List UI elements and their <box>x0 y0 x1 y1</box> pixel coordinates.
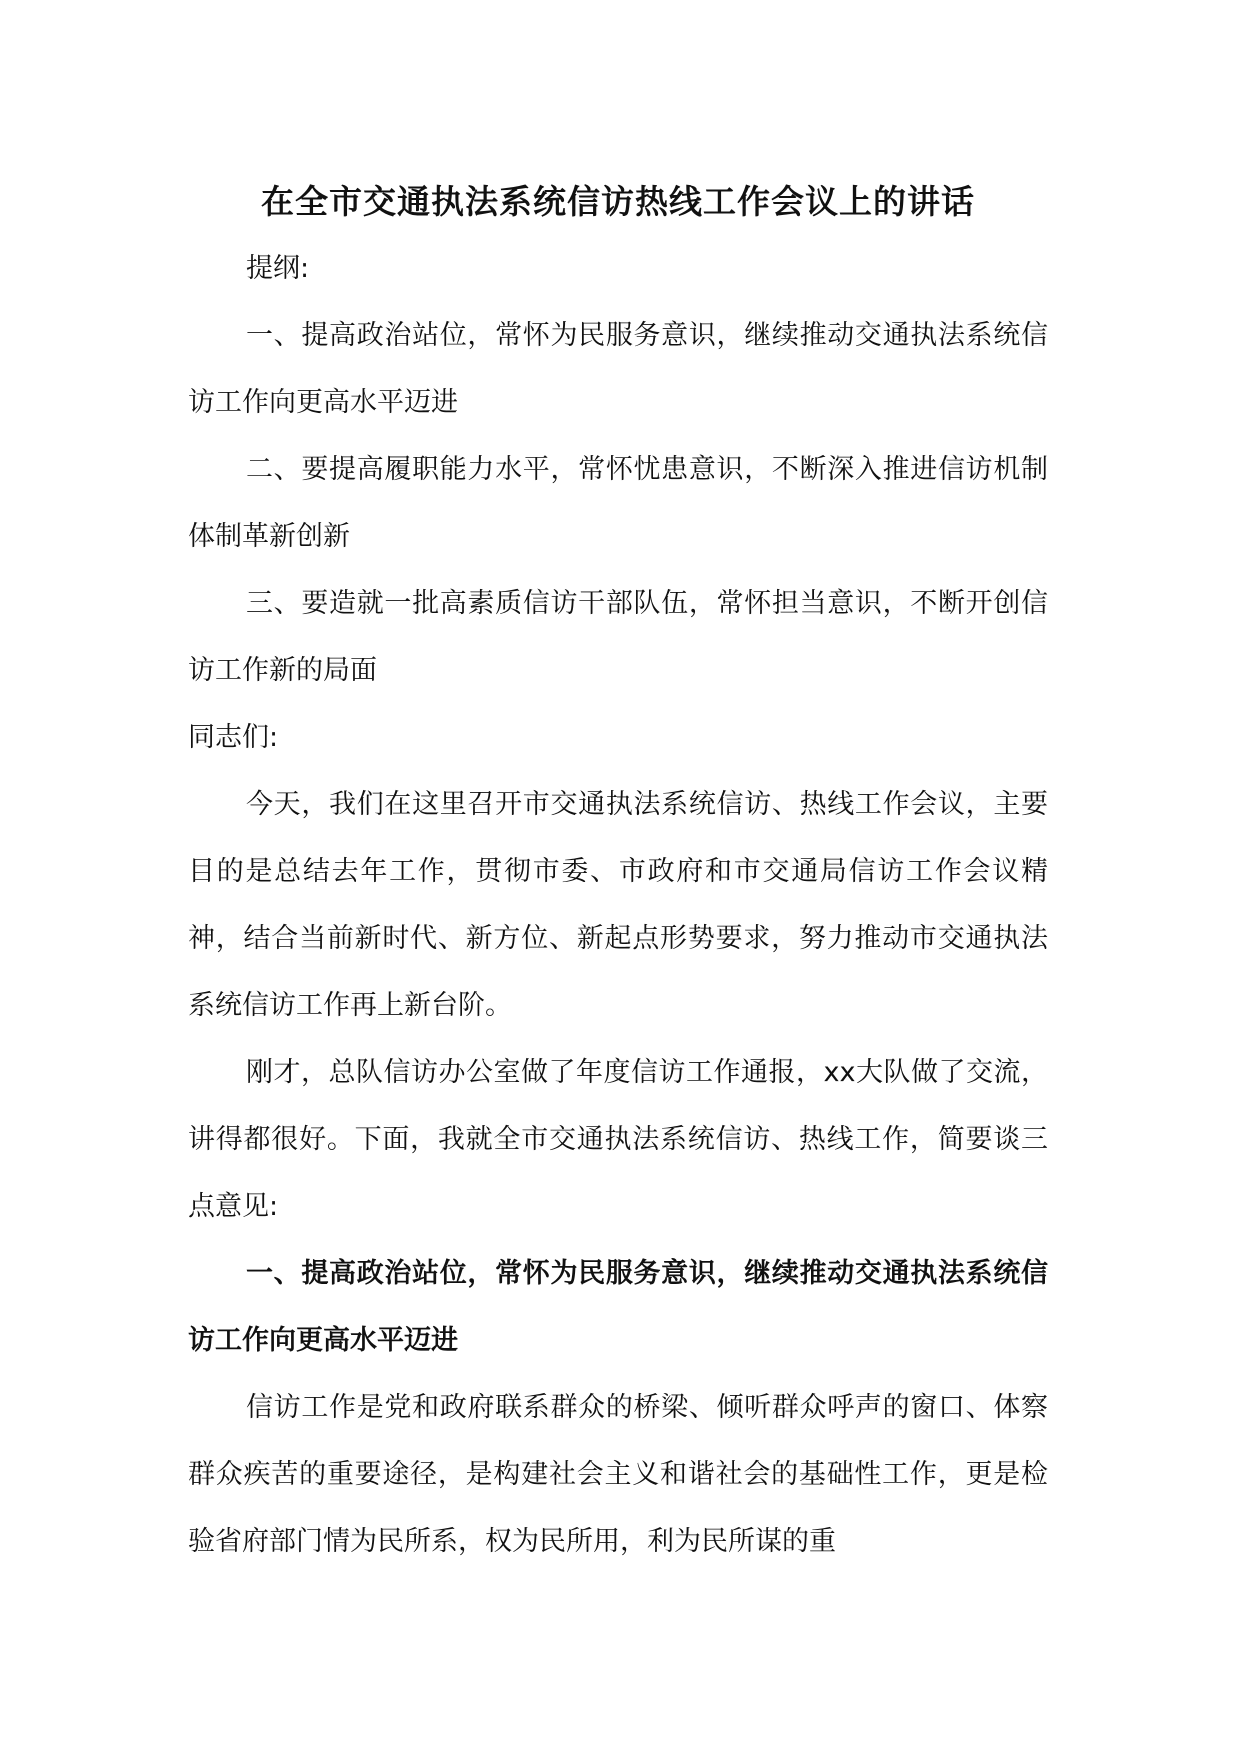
paragraph-opening: 今天，我们在这里召开市交通执法系统信访、热线工作会议，主要目的是总结去年工作，贯彻市委、市政府和市交通局信访工作会议精神，结合当前新时代、新方位、新起点形势要求，努力推动市交通执法系统信访工作再上新台阶。 <box>188 789 1048 1021</box>
outline-item-1: 一、提高政治站位，常怀为民服务意识，继续推动交通执法系统信访工作向更高水平迈进 <box>188 320 1048 418</box>
section-heading-1: 一、提高政治站位，常怀为民服务意识，继续推动交通执法系统信访工作向更高水平迈进 <box>188 1258 1048 1356</box>
salutation: 同志们: <box>188 722 279 753</box>
section-1-paragraph: 信访工作是党和政府联系群众的桥梁、倾听群众呼声的窗口、体察群众疾苦的重要途径，是构建社会主义和谐社会的基础性工作，更是检验省府部门情为民所系，权为民所用，利为民所谋的重 <box>188 1392 1048 1557</box>
outline-label: 提纲: <box>246 253 310 284</box>
document-title: 在全市交通执法系统信访热线工作会议上的讲话 <box>261 182 975 221</box>
paragraph-transition: 刚才，总队信访办公室做了年度信访工作通报，xx大队做了交流，讲得都很好。下面，我就全市交通执法系统信访、热线工作，简要谈三点意见: <box>188 1057 1048 1222</box>
outline-item-2: 二、要提高履职能力水平，常怀忧患意识，不断深入推进信访机制体制革新创新 <box>188 454 1048 552</box>
document-body <box>188 168 1048 1575</box>
outline-item-3: 三、要造就一批高素质信访干部队伍，常怀担当意识，不断开创信访工作新的局面 <box>188 588 1048 686</box>
